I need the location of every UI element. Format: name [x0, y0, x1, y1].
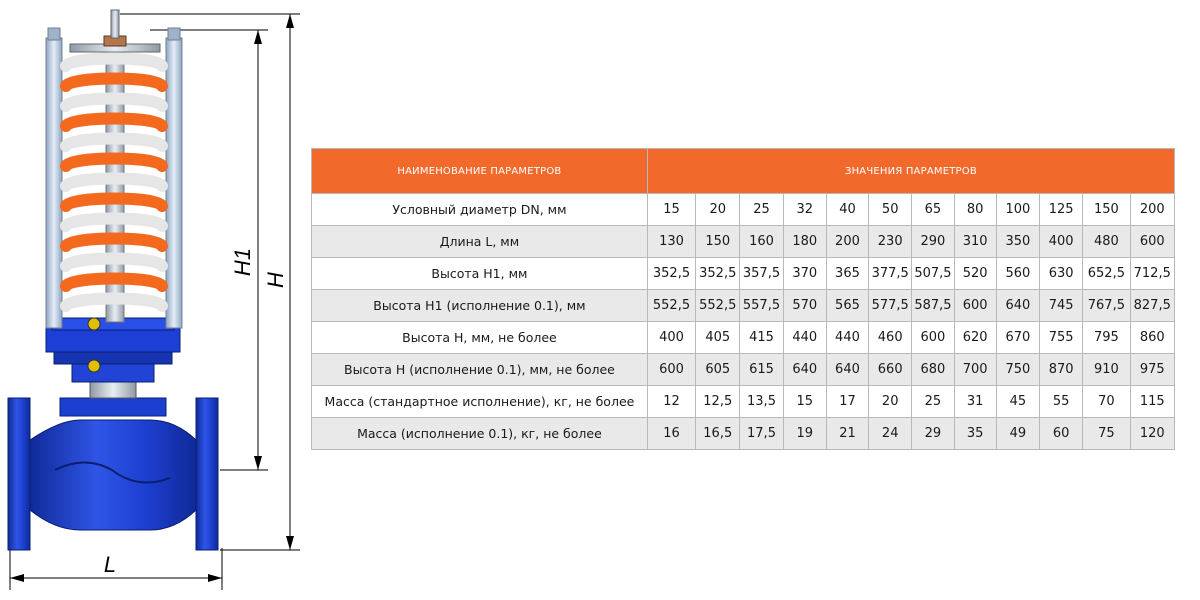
param-value-cell: 16,5: [696, 418, 740, 450]
param-value-cell: 352,5: [647, 258, 695, 290]
param-value-cell: 115: [1130, 386, 1175, 418]
table-row: [312, 194, 1175, 226]
param-value-cell: 440: [783, 322, 826, 354]
param-value-cell: 630: [1040, 258, 1083, 290]
param-value-cell: 60: [1040, 418, 1083, 450]
dimension-label-l: L: [103, 552, 117, 577]
param-name-cell: Масса (стандартное исполнение), кг, не более: [312, 386, 648, 418]
param-value-cell: 520: [954, 258, 996, 290]
param-value-cell: 40: [826, 194, 868, 226]
param-value-cell: 405: [696, 322, 740, 354]
param-value-cell: 29: [912, 418, 954, 450]
actuator-housing: [46, 318, 180, 372]
param-value-cell: 80: [954, 194, 996, 226]
param-value-cell: 65: [912, 194, 954, 226]
param-value-cell: 21: [826, 418, 868, 450]
param-value-cell: 660: [869, 354, 912, 386]
param-name-cell: Условный диаметр DN, мм: [312, 194, 648, 226]
param-value-cell: 17,5: [740, 418, 783, 450]
param-value-cell: 600: [954, 290, 996, 322]
param-value-cell: 860: [1130, 322, 1175, 354]
param-value-cell: 552,5: [696, 290, 740, 322]
param-value-cell: 577,5: [869, 290, 912, 322]
param-value-cell: 200: [1130, 194, 1175, 226]
param-value-cell: 24: [869, 418, 912, 450]
param-value-cell: 652,5: [1083, 258, 1130, 290]
param-value-cell: 370: [783, 258, 826, 290]
param-value-cell: 50: [869, 194, 912, 226]
param-value-cell: 795: [1083, 322, 1130, 354]
param-value-cell: 55: [1040, 386, 1083, 418]
param-value-cell: 750: [996, 354, 1039, 386]
param-value-cell: 570: [783, 290, 826, 322]
dimension-label-h: H: [263, 272, 288, 288]
table-row: [312, 290, 1175, 322]
param-value-cell: 640: [783, 354, 826, 386]
param-value-cell: 670: [996, 322, 1039, 354]
param-value-cell: 16: [647, 418, 695, 450]
table-row: [312, 418, 1175, 450]
parameters-table: [311, 148, 1175, 450]
param-value-cell: 200: [826, 226, 868, 258]
param-name-cell: Высота H (исполнение 0.1), мм, не более: [312, 354, 648, 386]
param-value-cell: 20: [696, 194, 740, 226]
param-name-cell: Масса (исполнение 0.1), кг, не более: [312, 418, 648, 450]
param-value-cell: 600: [1130, 226, 1175, 258]
param-value-cell: 25: [912, 386, 954, 418]
param-value-cell: 12: [647, 386, 695, 418]
param-value-cell: 100: [996, 194, 1039, 226]
param-value-cell: 19: [783, 418, 826, 450]
param-value-cell: 15: [647, 194, 695, 226]
param-value-cell: 20: [869, 386, 912, 418]
param-value-cell: 130: [647, 226, 695, 258]
param-value-cell: 32: [783, 194, 826, 226]
param-value-cell: 587,5: [912, 290, 954, 322]
param-value-cell: 230: [869, 226, 912, 258]
param-value-cell: 605: [696, 354, 740, 386]
param-value-cell: 45: [996, 386, 1039, 418]
param-value-cell: 552,5: [647, 290, 695, 322]
param-value-cell: 615: [740, 354, 783, 386]
param-value-cell: 440: [826, 322, 868, 354]
param-value-cell: 15: [783, 386, 826, 418]
param-value-cell: 460: [869, 322, 912, 354]
header-param-name: НАИМЕНОВАНИЕ ПАРАМЕТРОВ: [312, 149, 648, 194]
param-value-cell: 12,5: [696, 386, 740, 418]
param-value-cell: 415: [740, 322, 783, 354]
param-value-cell: 712,5: [1130, 258, 1175, 290]
param-value-cell: 640: [826, 354, 868, 386]
param-value-cell: 755: [1040, 322, 1083, 354]
dimension-label-h1: H1: [230, 247, 255, 277]
param-value-cell: 640: [996, 290, 1039, 322]
param-value-cell: 620: [954, 322, 996, 354]
param-value-cell: 120: [1130, 418, 1175, 450]
param-value-cell: 49: [996, 418, 1039, 450]
param-value-cell: 600: [647, 354, 695, 386]
header-param-values: ЗНАЧЕНИЯ ПАРАМЕТРОВ: [647, 149, 1174, 194]
param-value-cell: 75: [1083, 418, 1130, 450]
param-value-cell: 25: [740, 194, 783, 226]
param-value-cell: 180: [783, 226, 826, 258]
table-row: [312, 386, 1175, 418]
param-value-cell: 352,5: [696, 258, 740, 290]
param-value-cell: 13,5: [740, 386, 783, 418]
param-value-cell: 565: [826, 290, 868, 322]
valve-drawing: [0, 0, 310, 600]
valve-body: [8, 362, 218, 550]
param-value-cell: 357,5: [740, 258, 783, 290]
table-body: [312, 194, 1175, 450]
table-row: [312, 322, 1175, 354]
param-value-cell: 745: [1040, 290, 1083, 322]
param-value-cell: 507,5: [912, 258, 954, 290]
param-value-cell: 150: [696, 226, 740, 258]
param-value-cell: 365: [826, 258, 868, 290]
param-value-cell: 17: [826, 386, 868, 418]
param-value-cell: 480: [1083, 226, 1130, 258]
param-value-cell: 600: [912, 322, 954, 354]
param-value-cell: 560: [996, 258, 1039, 290]
param-value-cell: 290: [912, 226, 954, 258]
param-value-cell: 377,5: [869, 258, 912, 290]
param-value-cell: 70: [1083, 386, 1130, 418]
param-value-cell: 870: [1040, 354, 1083, 386]
param-value-cell: 910: [1083, 354, 1130, 386]
table-header-row: [312, 149, 1175, 194]
param-value-cell: 827,5: [1130, 290, 1175, 322]
param-value-cell: 160: [740, 226, 783, 258]
param-value-cell: 700: [954, 354, 996, 386]
param-name-cell: Длина L, мм: [312, 226, 648, 258]
table-row: [312, 354, 1175, 386]
param-value-cell: 767,5: [1083, 290, 1130, 322]
param-value-cell: 557,5: [740, 290, 783, 322]
param-value-cell: 975: [1130, 354, 1175, 386]
param-value-cell: 310: [954, 226, 996, 258]
param-value-cell: 35: [954, 418, 996, 450]
param-value-cell: 680: [912, 354, 954, 386]
param-value-cell: 150: [1083, 194, 1130, 226]
table-row: [312, 258, 1175, 290]
table-row: [312, 226, 1175, 258]
param-value-cell: 400: [1040, 226, 1083, 258]
param-value-cell: 350: [996, 226, 1039, 258]
param-name-cell: Высота H1 (исполнение 0.1), мм: [312, 290, 648, 322]
param-name-cell: Высота H, мм, не более: [312, 322, 648, 354]
param-value-cell: 400: [647, 322, 695, 354]
param-name-cell: Высота H1, мм: [312, 258, 648, 290]
param-value-cell: 125: [1040, 194, 1083, 226]
param-value-cell: 31: [954, 386, 996, 418]
